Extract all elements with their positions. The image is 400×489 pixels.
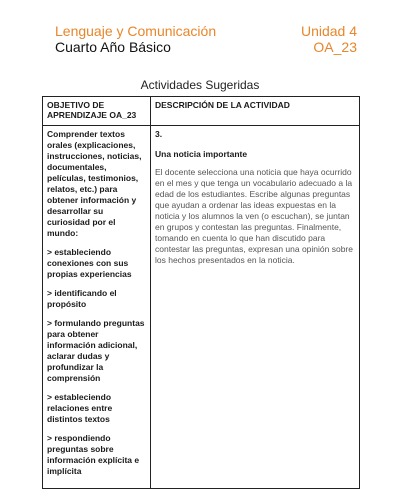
oa-code-label: OA_23 — [313, 39, 357, 55]
unit-label: Unidad 4 — [300, 23, 357, 39]
subject-title: Lenguaje y Comunicación — [55, 23, 217, 39]
header-row-bottom — [55, 39, 357, 55]
activity-body: El docente selecciona una noticia que haya ocurrido en el mes y que tenga un vocabulario adecuado a la edad de los estudiantes. Escribe algunas preguntas que ayudan a ordenar las ideas expuestas en la noticia y los alumnos la ven (o escuchan), se juntan en grupos y contestan las preguntas. Finalmente, tomando en cuenta lo que han discutido para contestar las preguntas, expresan una opinión sobre los hechos presentados en la noticia. — [155, 167, 353, 265]
objective-bullet: > estableciendo conexiones con sus propias experiencias — [47, 247, 132, 279]
header-row-top — [55, 23, 357, 39]
description-column-header: DESCRIPCIÓN DE LA ACTIVIDAD — [151, 97, 360, 126]
objective-paragraph: Comprender textos orales (explicaciones, instrucciones, noticias, documentales, películas, testimonios, relatos, etc.) para obtener información y desarrollar su curiosidad por el mundo: — [47, 129, 142, 238]
objective-bullet: > formulando preguntas para obtener información adicional, aclarar dudas y profundizar la comprensión — [47, 318, 145, 383]
section-title: Actividades Sugeridas — [140, 78, 260, 92]
description-cell — [151, 126, 360, 489]
table-header-row — [43, 97, 360, 126]
objective-column-header: OBJETIVO DE APRENDIZAJE OA_23 — [43, 97, 151, 126]
activity-title: Una noticia importante — [155, 149, 248, 159]
objective-bullet: > identificando el propósito — [47, 288, 117, 309]
table-row — [43, 126, 360, 489]
grade-label: Cuarto Año Básico — [55, 39, 171, 55]
activity-table — [42, 96, 360, 489]
activity-number: 3. — [155, 129, 163, 139]
document-header — [55, 23, 357, 55]
objective-cell — [43, 126, 151, 489]
objective-bullet: > estableciendo relaciones entre distintos textos — [47, 392, 113, 424]
objective-bullet: > respondiendo preguntas sobre información explícita e implícita — [47, 433, 140, 476]
